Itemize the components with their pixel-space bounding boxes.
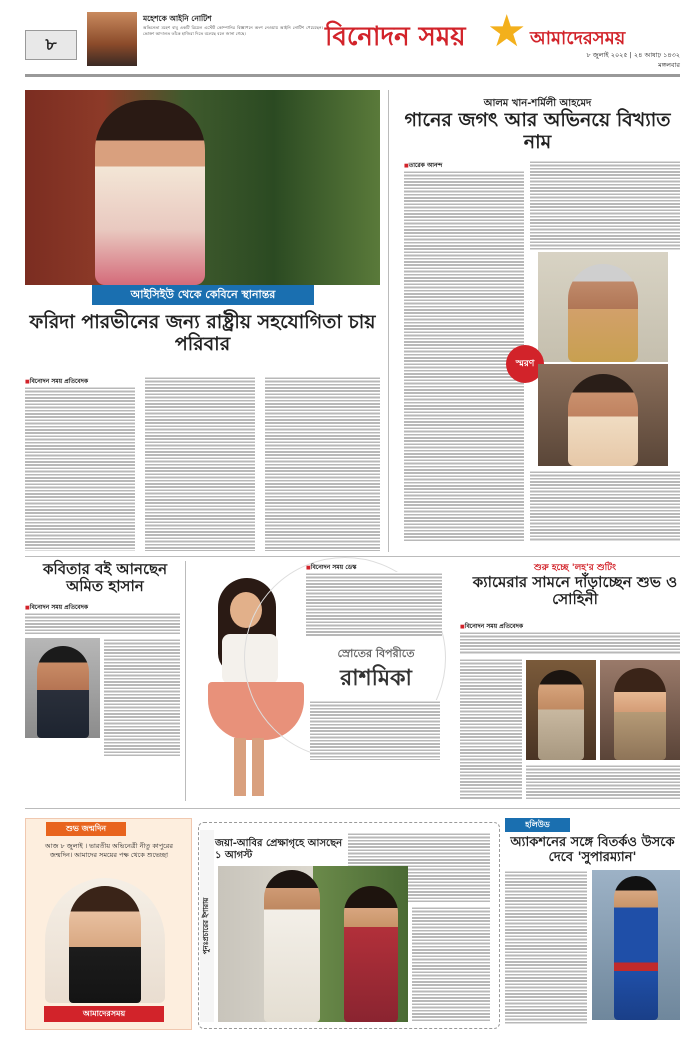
masthead (25, 8, 680, 70)
jaya-text-2 (412, 906, 490, 1022)
feature-names: আলম খান-শর্মিলী আহমেদ (483, 98, 592, 109)
page-number: ৮ (45, 35, 57, 55)
camera-headline: ক্যামেরার সামনে দাঁড়াচ্ছেন শুভ ও সোহিনী (472, 573, 678, 609)
birthday-label (46, 822, 126, 836)
rashmika-headline-top: স্রোতের বিপরীতে (337, 647, 415, 660)
lead-column-2 (145, 376, 255, 551)
hollywood-label-text: হলিউড (525, 820, 550, 829)
page-number-box (25, 30, 77, 60)
birthday-label-text: শুভ জন্মদিন (65, 824, 107, 833)
camera-kicker: শুরু হচ্ছে 'লহ'র শুটিং (534, 563, 616, 573)
camera-text-2 (460, 658, 522, 800)
jaya-photo-jaya (344, 886, 398, 1022)
feature-photo-alam-khan (538, 252, 668, 362)
feature-column-1 (404, 170, 524, 542)
feature-photo-sharmili (538, 364, 668, 466)
teaser-photo (87, 12, 137, 66)
jaya-photo (218, 866, 408, 1022)
feature-photo-alam-khan-figure (568, 264, 638, 362)
lead-byline: ■ বিনোদন সময় প্রতিবেদক (25, 376, 88, 387)
birthday-logo: আমাদেরসময় (44, 1006, 164, 1022)
row-divider-2 (25, 808, 680, 809)
camera-text-1 (460, 631, 680, 655)
birthday-photo-neetu-kapoor (45, 878, 165, 1003)
hollywood-label (505, 818, 570, 832)
hollywood-photo-figure (614, 876, 658, 1020)
jaya-side-label: পুনঃপ্রচারের ইশারায় (202, 897, 210, 955)
rashmika-text-top (306, 572, 442, 636)
camera-photo-shuvo-figure (538, 670, 584, 760)
lead-column-3 (265, 376, 380, 551)
poetry-byline: ■ বিনোদন সময় প্রতিবেদক (25, 602, 88, 613)
jaya-headline: জয়া-আবির প্রেক্ষাগৃহে আসছেন ১ আগস্ট (215, 838, 343, 861)
feature-photo-sharmili-figure (568, 374, 638, 466)
feature-headline: গানের জগৎ আর অভিনয়ে বিখ্যাত নাম (404, 109, 671, 153)
hollywood-headline: অ্যাকশনের সঙ্গে বিতর্কও উসকে দেবে 'সুপারম্যান' (510, 835, 675, 865)
feature-column-2 (530, 160, 680, 250)
section-name-logo: বিনোদন সময় (325, 22, 466, 52)
teaser-title: মহেশকে আইনি নোটিশ (143, 14, 212, 23)
rashmika-headline-name: রাশমিকা (340, 665, 412, 691)
feature-byline: ■ তারেক আনন্দ (404, 160, 442, 171)
hollywood-photo-superman (592, 870, 680, 1020)
jaya-photo-abir (264, 870, 320, 1022)
lead-photo-person (95, 100, 205, 285)
lead-column-1 (25, 386, 135, 551)
paper-logo: আমাদেরসময় (530, 28, 626, 49)
column-divider-2 (185, 561, 186, 801)
weekday: মঙ্গলবার (658, 61, 680, 69)
poetry-photo-figure (37, 646, 89, 738)
lead-caption-bar: আইসিইউ থেকে কেবিনে স্থানান্তর (92, 285, 314, 305)
birthday-text: আজ ৮ জুলাই । ভারতীয় অভিনেত্রী নীতু কাপুরের জন্মদিন। আমাদের সময়ের পক্ষ থেকে শুভেচ্ছা (45, 842, 173, 859)
camera-byline: ■ বিনোদন সময় প্রতিবেদক (460, 621, 523, 632)
feature-column-2b (530, 470, 680, 542)
poetry-headline: কবিতার বই আনছেন অমিত হাসান (42, 560, 168, 596)
star-logo-icon: ★ (487, 6, 527, 57)
camera-photo-shuvo (526, 660, 596, 760)
poetry-photo-amit-hasan (25, 638, 100, 738)
rashmika-legs (234, 738, 264, 796)
masthead-rule (25, 74, 680, 77)
camera-text-3 (526, 764, 680, 800)
rashmika-byline: ■ বিনোদন সময় ডেস্ক (306, 562, 356, 573)
column-divider (388, 90, 389, 552)
poetry-text-side (104, 638, 180, 756)
camera-photo-sohini (600, 660, 680, 760)
lead-photo (25, 90, 380, 285)
lead-headline: ফরিদা পারভীনের জন্য রাষ্ট্রীয় সহযোগিতা চায় পরিবার (29, 311, 376, 355)
feature-badge: স্মরণ (506, 345, 544, 383)
birthday-photo-figure (69, 886, 141, 1003)
date-line: ৮ জুলাই ২০২৫ | ২৪ আষাঢ় ১৪৩২ (586, 51, 680, 59)
rashmika-text-bottom (310, 700, 440, 760)
poetry-text-top (25, 612, 180, 634)
teaser-text: অভিনেতা মহেশ বাবু একটি রিয়েল এস্টেট কোম্পানির বিজ্ঞাপনে অংশ নেওয়ায় আইনি নোটিশ পেয়েছেন। ভোক্তা আদালত তাঁকে হাজিরা দিতে বলেছে বলে জানা গেছে। (143, 25, 323, 37)
hollywood-text (505, 870, 587, 1025)
camera-photo-sohini-figure (614, 668, 666, 760)
